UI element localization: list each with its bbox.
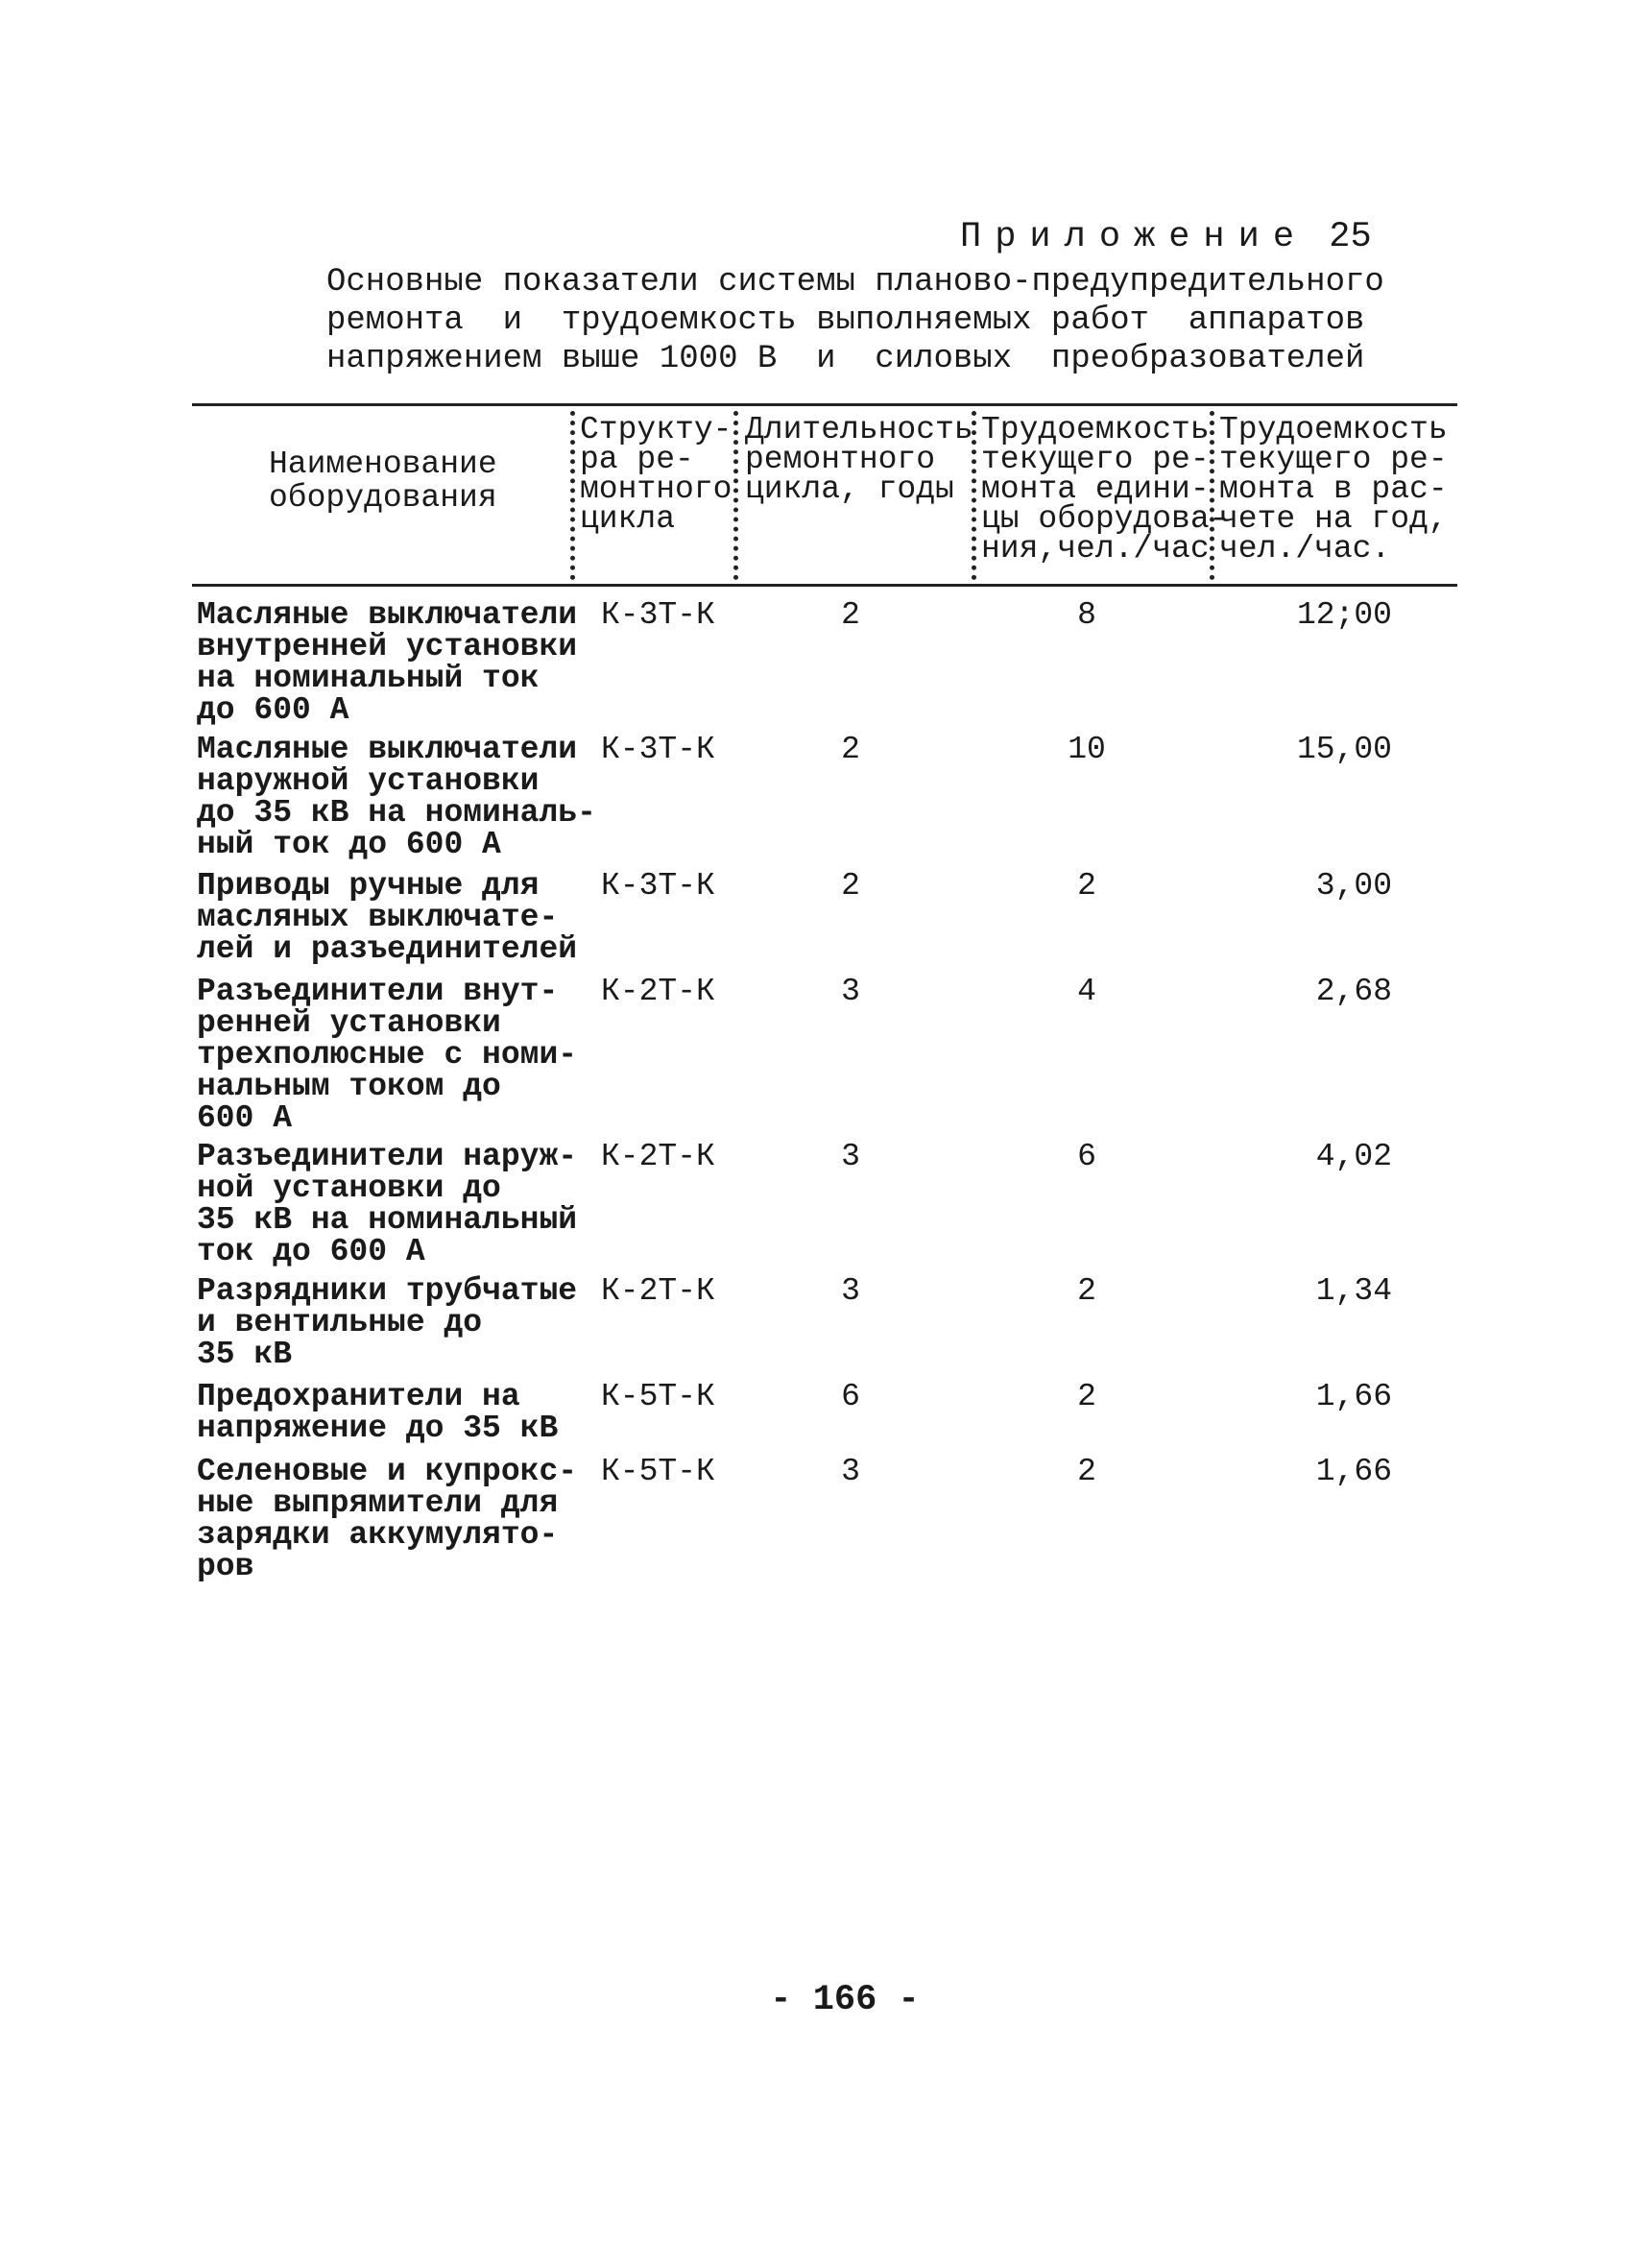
table-top-rule	[192, 403, 1457, 406]
repair-cycle-structure: К-3Т-К	[601, 732, 715, 767]
labor-per-unit: 4	[1077, 974, 1096, 1009]
equipment-name: Разрядники трубчатые и вентильные до 35 кВ	[197, 1273, 578, 1372]
column-separator	[570, 411, 575, 580]
labor-per-unit: 8	[1077, 597, 1096, 633]
header-labor-unit: Трудоемкость текущего ре- монта едини- цы оборудова- ния,чел./час	[981, 412, 1229, 567]
header-structure: Структу- ра ре- монтного цикла	[580, 412, 732, 537]
caption-line: ремонта и трудоемкость выполняемых работ аппаратов	[326, 302, 1365, 339]
appendix-heading	[960, 217, 1402, 257]
equipment-name: Селеновые и купрокс- ные выпрямители для зарядки аккумулято- ров	[197, 1454, 578, 1584]
header-name: Наименование оборудования	[269, 446, 497, 516]
labor-per-year: 3,00	[1315, 868, 1392, 904]
labor-per-year: 1,66	[1315, 1454, 1392, 1489]
equipment-name: Приводы ручные для масляных выключате- лей и разъединителей	[197, 868, 578, 967]
labor-per-year: 2,68	[1315, 974, 1392, 1009]
labor-per-year: 1,34	[1315, 1273, 1392, 1309]
labor-per-year: 1,66	[1315, 1379, 1392, 1414]
cycle-duration: 3	[841, 1454, 860, 1489]
labor-per-year: 15,00	[1296, 732, 1392, 767]
column-separator	[733, 411, 738, 580]
appendix-number: 25	[1329, 217, 1372, 257]
caption-line: Основные показатели системы планово-предупредительного	[326, 264, 1384, 301]
repair-cycle-structure: К-3Т-К	[601, 868, 715, 904]
cycle-duration: 2	[841, 597, 860, 633]
header-labor-year: Трудоемкость текущего ре- монта в рас- чете на год, чел./час.	[1219, 412, 1448, 567]
equipment-name: Разъединители наруж- ной установки до 35 кВ на номинальный ток до 600 А	[197, 1139, 578, 1269]
cycle-duration: 2	[841, 868, 860, 904]
labor-per-unit: 2	[1077, 1273, 1096, 1309]
header-duration: Длительность ремонтного цикла, годы	[745, 412, 973, 507]
equipment-name: Разъединители внут- ренней установки трехполюсные с номи- нальным током до 600 А	[197, 974, 578, 1136]
labor-per-unit: 2	[1077, 1379, 1096, 1414]
equipment-name: Масляные выключатели наружной установки до 35 кВ на номиналь- ный ток до 600 А	[197, 732, 596, 862]
cycle-duration: 2	[841, 732, 860, 767]
repair-cycle-structure: К-2Т-К	[601, 1139, 715, 1174]
repair-cycle-structure: К-5Т-К	[601, 1379, 715, 1414]
cycle-duration: 3	[841, 1139, 860, 1174]
labor-per-unit: 10	[1068, 732, 1106, 767]
labor-per-year: 4,02	[1315, 1139, 1392, 1174]
table-caption	[326, 263, 1411, 378]
labor-per-unit: 6	[1077, 1139, 1096, 1174]
cycle-duration: 3	[841, 974, 860, 1009]
labor-per-unit: 2	[1077, 868, 1096, 904]
cycle-duration: 3	[841, 1273, 860, 1309]
repair-cycle-structure: К-2Т-К	[601, 1273, 715, 1309]
equipment-name: Масляные выключатели внутренней установки на номинальный ток до 600 А	[197, 597, 578, 728]
equipment-name: Предохранители на напряжение до 35 кВ	[197, 1379, 559, 1446]
labor-per-year: 12;00	[1296, 597, 1392, 633]
cycle-duration: 6	[841, 1379, 860, 1414]
page-number: - 166 -	[770, 1980, 920, 2020]
appendix-label: Приложение	[960, 217, 1309, 257]
repair-cycle-structure: К-2Т-К	[601, 974, 715, 1009]
header-bottom-rule	[192, 584, 1457, 587]
repair-cycle-structure: К-5Т-К	[601, 1454, 715, 1489]
labor-per-unit: 2	[1077, 1454, 1096, 1489]
repair-cycle-structure: К-3Т-К	[601, 597, 715, 633]
caption-line: напряжением выше 1000 В и силовых преобразователей	[326, 341, 1365, 377]
